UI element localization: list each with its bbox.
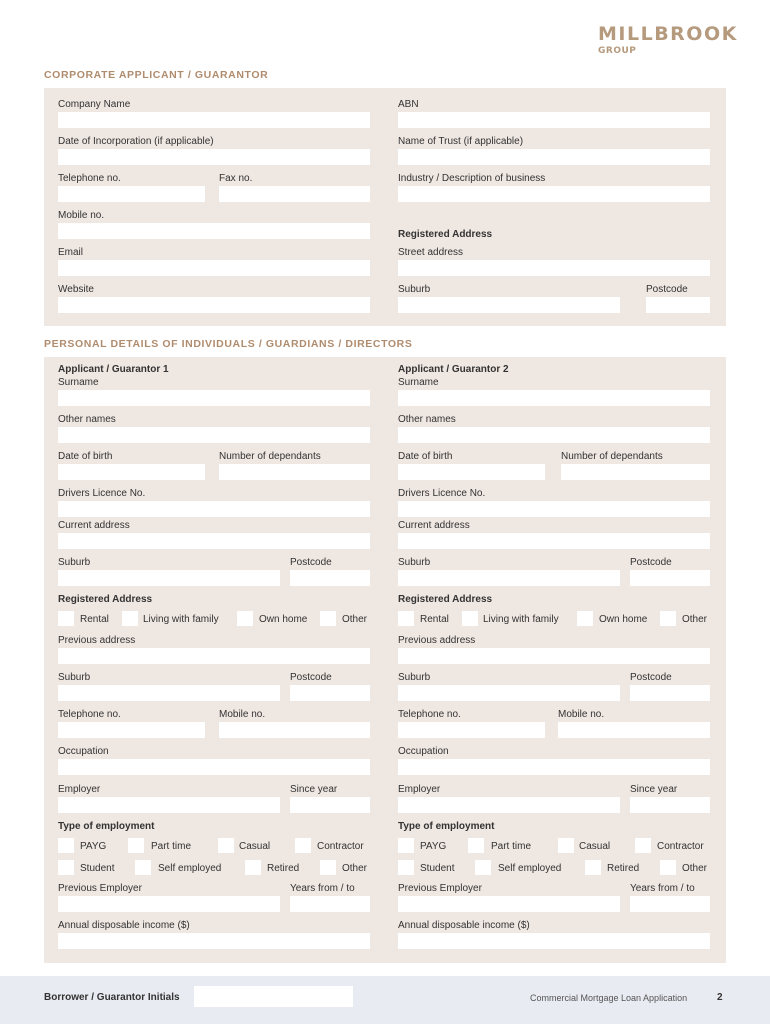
page-number: 2: [717, 992, 723, 1003]
telephone-field[interactable]: [58, 722, 205, 738]
since-year-label: Since year: [290, 784, 338, 795]
casual-checkbox[interactable]: [218, 838, 234, 853]
years-from-to-label: Years from / to: [290, 883, 355, 894]
years-from-to-field[interactable]: [290, 896, 370, 912]
mobile-field[interactable]: [219, 722, 370, 738]
other-address-label: Other: [342, 614, 368, 625]
payg-label: PAYG: [80, 841, 107, 852]
living-family-checkbox[interactable]: [462, 611, 478, 626]
casual-label: Casual: [579, 841, 611, 852]
employer-label: Employer: [58, 784, 101, 795]
payg-checkbox[interactable]: [58, 838, 74, 853]
telephone-label: Telephone no.: [58, 709, 121, 720]
suburb-field[interactable]: [398, 570, 620, 586]
telephone-label: Telephone no.: [398, 709, 461, 720]
abn-label: ABN: [398, 99, 419, 110]
rental-label: Rental: [80, 614, 109, 625]
corp-postcode-label: Postcode: [646, 284, 688, 295]
dependants-label: Number of dependants: [219, 451, 321, 462]
dependants-field[interactable]: [561, 464, 710, 480]
prev-suburb-field[interactable]: [398, 685, 620, 701]
corp-suburb-field[interactable]: [398, 297, 620, 313]
living-family-label: Living with family: [143, 614, 219, 625]
registered-address-heading: Registered Address: [398, 594, 493, 605]
other-names-label: Other names: [58, 414, 116, 425]
retired-label: Retired: [607, 863, 640, 874]
casual-label: Casual: [239, 841, 271, 852]
document-title: Commercial Mortgage Loan Application: [530, 993, 688, 1003]
industry-field[interactable]: [398, 186, 710, 202]
prev-postcode-field[interactable]: [630, 685, 710, 701]
mobile-field[interactable]: [558, 722, 710, 738]
student-label: Student: [420, 863, 455, 874]
dependants-field[interactable]: [219, 464, 370, 480]
licence-label: Drivers Licence No.: [58, 488, 146, 499]
previous-address-label: Previous address: [58, 635, 136, 646]
other-names-label: Other names: [398, 414, 456, 425]
payg-checkbox[interactable]: [398, 838, 414, 853]
self-employed-checkbox[interactable]: [475, 860, 491, 875]
corp-registered-address-heading: Registered Address: [398, 229, 493, 240]
corporate-section-title: CORPORATE APPLICANT / GUARANTOR: [44, 69, 269, 81]
telephone-field[interactable]: [398, 722, 545, 738]
other-address-checkbox[interactable]: [320, 611, 336, 626]
mobile-label: Mobile no.: [219, 709, 266, 720]
company-logo: [598, 24, 738, 56]
surname-field[interactable]: [58, 390, 370, 406]
other-employment-label: Other: [682, 863, 708, 874]
initials-field[interactable]: [194, 986, 353, 1007]
part-time-checkbox[interactable]: [128, 838, 144, 853]
own-home-checkbox[interactable]: [577, 611, 593, 626]
suburb-label: Suburb: [398, 557, 431, 568]
other-address-checkbox[interactable]: [660, 611, 676, 626]
type-employment-heading: Type of employment: [58, 821, 155, 832]
payg-label: PAYG: [420, 841, 447, 852]
licence-field[interactable]: [398, 501, 710, 517]
part-time-checkbox[interactable]: [468, 838, 484, 853]
postcode-label: Postcode: [630, 557, 672, 568]
date-incorporation-label: Date of Incorporation (if applicable): [58, 136, 214, 147]
corp-telephone-label: Telephone no.: [58, 173, 121, 184]
previous-employer-label: Previous Employer: [398, 883, 482, 894]
annual-income-label: Annual disposable income ($): [58, 920, 190, 931]
annual-income-label: Annual disposable income ($): [398, 920, 530, 931]
street-address-label: Street address: [398, 247, 464, 258]
dob-field[interactable]: [58, 464, 205, 480]
dependants-label: Number of dependants: [561, 451, 663, 462]
years-from-to-label: Years from / to: [630, 883, 695, 894]
trust-name-label: Name of Trust (if applicable): [398, 136, 524, 147]
surname-label: Surname: [58, 377, 99, 388]
suburb-label: Suburb: [58, 557, 91, 568]
initials-label: Borrower / Guarantor Initials: [44, 992, 180, 1003]
since-year-field[interactable]: [630, 797, 710, 813]
registered-address-heading: Registered Address: [58, 594, 153, 605]
previous-employer-label: Previous Employer: [58, 883, 142, 894]
corp-email-label: Email: [58, 247, 84, 258]
corp-email-field[interactable]: [58, 260, 370, 276]
student-checkbox[interactable]: [398, 860, 414, 875]
corp-mobile-field[interactable]: [58, 223, 370, 239]
retired-checkbox[interactable]: [245, 860, 261, 875]
other-address-label: Other: [682, 614, 708, 625]
other-employment-checkbox[interactable]: [320, 860, 336, 875]
page-footer: [0, 976, 770, 1024]
employer-field[interactable]: [398, 797, 620, 813]
student-checkbox[interactable]: [58, 860, 74, 875]
applicant-1-heading: Applicant / Guarantor 1: [58, 364, 169, 375]
annual-income-field[interactable]: [398, 933, 710, 949]
surname-field[interactable]: [398, 390, 710, 406]
date-incorporation-field[interactable]: [58, 149, 370, 165]
self-employed-label: Self employed: [498, 863, 562, 874]
previous-employer-field[interactable]: [398, 896, 620, 912]
contractor-label: Contractor: [657, 841, 704, 852]
applicant-2-heading: Applicant / Guarantor 2: [398, 364, 509, 375]
corporate-panel: [44, 88, 726, 326]
since-year-label: Since year: [630, 784, 678, 795]
other-employment-checkbox[interactable]: [660, 860, 676, 875]
corp-suburb-label: Suburb: [398, 284, 431, 295]
contractor-checkbox[interactable]: [295, 838, 311, 853]
logo-name: MILLBROOK: [598, 23, 738, 45]
type-employment-heading: Type of employment: [398, 821, 495, 832]
prev-postcode-label: Postcode: [630, 672, 672, 683]
rental-label: Rental: [420, 614, 449, 625]
licence-field[interactable]: [58, 501, 370, 517]
part-time-label: Part time: [491, 841, 532, 852]
dob-label: Date of birth: [398, 451, 453, 462]
prev-suburb-label: Suburb: [398, 672, 431, 683]
dob-label: Date of birth: [58, 451, 113, 462]
prev-suburb-field[interactable]: [58, 685, 280, 701]
own-home-label: Own home: [599, 614, 648, 625]
company-name-label: Company Name: [58, 99, 131, 110]
postcode-field[interactable]: [290, 570, 370, 586]
corp-website-label: Website: [58, 284, 94, 295]
retired-checkbox[interactable]: [585, 860, 601, 875]
licence-label: Drivers Licence No.: [398, 488, 486, 499]
corp-postcode-field[interactable]: [646, 297, 710, 313]
street-address-field[interactable]: [398, 260, 710, 276]
own-home-label: Own home: [259, 614, 308, 625]
corp-fax-field[interactable]: [219, 186, 370, 202]
current-address-field[interactable]: [398, 533, 710, 549]
company-name-field[interactable]: [58, 112, 370, 128]
trust-name-field[interactable]: [398, 149, 710, 165]
logo-sub: GROUP: [598, 46, 637, 56]
prev-postcode-field[interactable]: [290, 685, 370, 701]
current-address-label: Current address: [398, 520, 470, 531]
current-address-label: Current address: [58, 520, 130, 531]
student-label: Student: [80, 863, 115, 874]
other-names-field[interactable]: [398, 427, 710, 443]
mobile-label: Mobile no.: [558, 709, 605, 720]
years-from-to-field[interactable]: [630, 896, 710, 912]
corp-website-field[interactable]: [58, 297, 370, 313]
contractor-checkbox[interactable]: [635, 838, 651, 853]
dob-field[interactable]: [398, 464, 545, 480]
abn-field[interactable]: [398, 112, 710, 128]
prev-postcode-label: Postcode: [290, 672, 332, 683]
living-family-checkbox[interactable]: [122, 611, 138, 626]
annual-income-field[interactable]: [58, 933, 370, 949]
since-year-field[interactable]: [290, 797, 370, 813]
surname-label: Surname: [398, 377, 439, 388]
corp-telephone-field[interactable]: [58, 186, 205, 202]
retired-label: Retired: [267, 863, 300, 874]
occupation-field[interactable]: [58, 759, 370, 775]
occupation-label: Occupation: [398, 746, 449, 757]
personal-section-title: PERSONAL DETAILS OF INDIVIDUALS / GUARDIANS / DIRECTORS: [44, 338, 413, 350]
other-names-field[interactable]: [58, 427, 370, 443]
personal-panel: [44, 357, 726, 963]
previous-employer-field[interactable]: [58, 896, 280, 912]
casual-checkbox[interactable]: [558, 838, 574, 853]
part-time-label: Part time: [151, 841, 192, 852]
other-employment-label: Other: [342, 863, 368, 874]
previous-address-field[interactable]: [398, 648, 710, 664]
self-employed-checkbox[interactable]: [135, 860, 151, 875]
own-home-checkbox[interactable]: [237, 611, 253, 626]
rental-checkbox[interactable]: [398, 611, 414, 626]
previous-address-label: Previous address: [398, 635, 476, 646]
postcode-label: Postcode: [290, 557, 332, 568]
current-address-field[interactable]: [58, 533, 370, 549]
employer-field[interactable]: [58, 797, 280, 813]
postcode-field[interactable]: [630, 570, 710, 586]
prev-suburb-label: Suburb: [58, 672, 91, 683]
self-employed-label: Self employed: [158, 863, 222, 874]
occupation-field[interactable]: [398, 759, 710, 775]
rental-checkbox[interactable]: [58, 611, 74, 626]
suburb-field[interactable]: [58, 570, 280, 586]
corp-fax-label: Fax no.: [219, 173, 253, 184]
industry-label: Industry / Description of business: [398, 173, 546, 184]
contractor-label: Contractor: [317, 841, 364, 852]
employer-label: Employer: [398, 784, 441, 795]
previous-address-field[interactable]: [58, 648, 370, 664]
living-family-label: Living with family: [483, 614, 559, 625]
corp-mobile-label: Mobile no.: [58, 210, 105, 221]
occupation-label: Occupation: [58, 746, 109, 757]
